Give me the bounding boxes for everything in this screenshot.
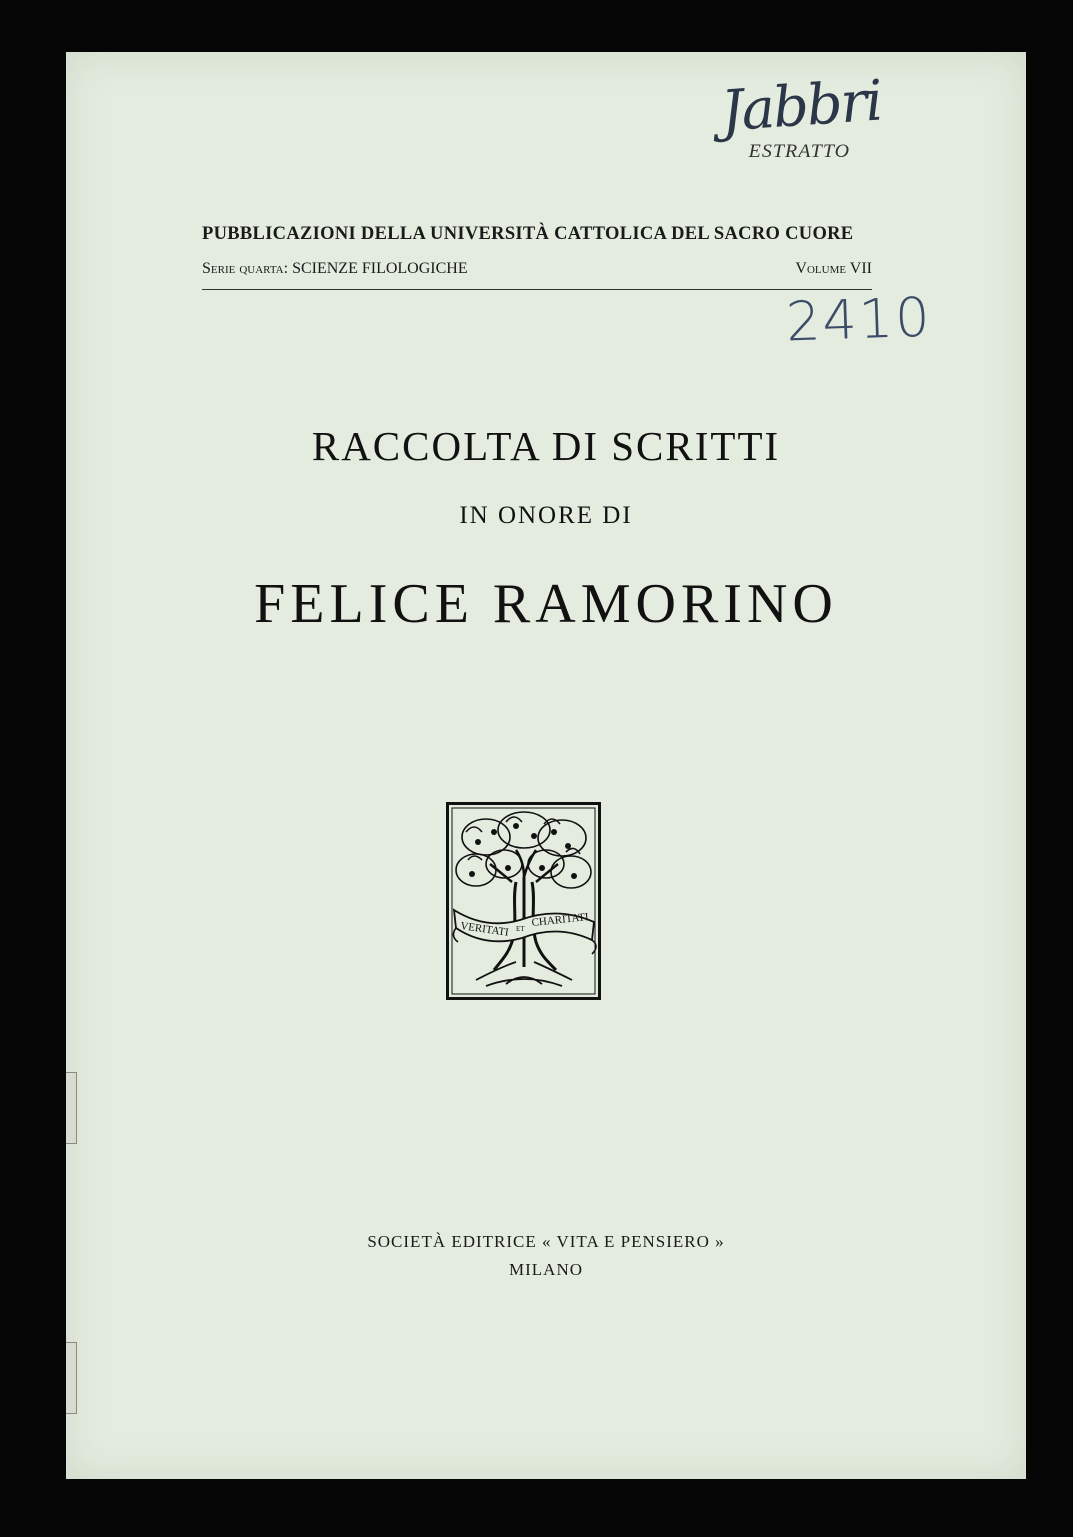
volume-label: Volume VII [795,260,872,277]
series-sub-value: SCIENZE FILOLOGICHE [292,260,468,277]
header-rule [202,289,872,290]
handwritten-signature: Jabbri [718,68,884,145]
estratto-stamp: ESTRATTO [748,141,851,162]
tree-emblem-icon [446,802,601,1000]
staple-top [66,1072,77,1144]
staple-bottom [66,1342,77,1414]
book-cover [66,52,1026,1479]
publisher: SOCIETÀ EDITRICE « VITA E PENSIERO » [367,1232,725,1251]
title-line-3: FELICE RAMORINO [254,573,838,635]
series-title: PUBBLICAZIONI DELLA UNIVERSITÀ CATTOLICA DEL SACRO CUORE [202,224,854,244]
title-line-2: IN ONORE DI [459,502,633,529]
handwritten-number: 2410 [784,285,933,354]
series-sub-label: Serie quarta: [202,260,289,277]
emblem-motto-right: CHARITATI [531,911,590,929]
series-line [202,260,872,278]
title-line-1: RACCOLTA DI SCRITTI [311,423,781,469]
publisher-city: MILANO [509,1260,583,1279]
series-subtitle [202,260,468,278]
emblem-motto-left: VERITATI [459,920,510,939]
emblem-motto-mid: ET [516,925,525,933]
